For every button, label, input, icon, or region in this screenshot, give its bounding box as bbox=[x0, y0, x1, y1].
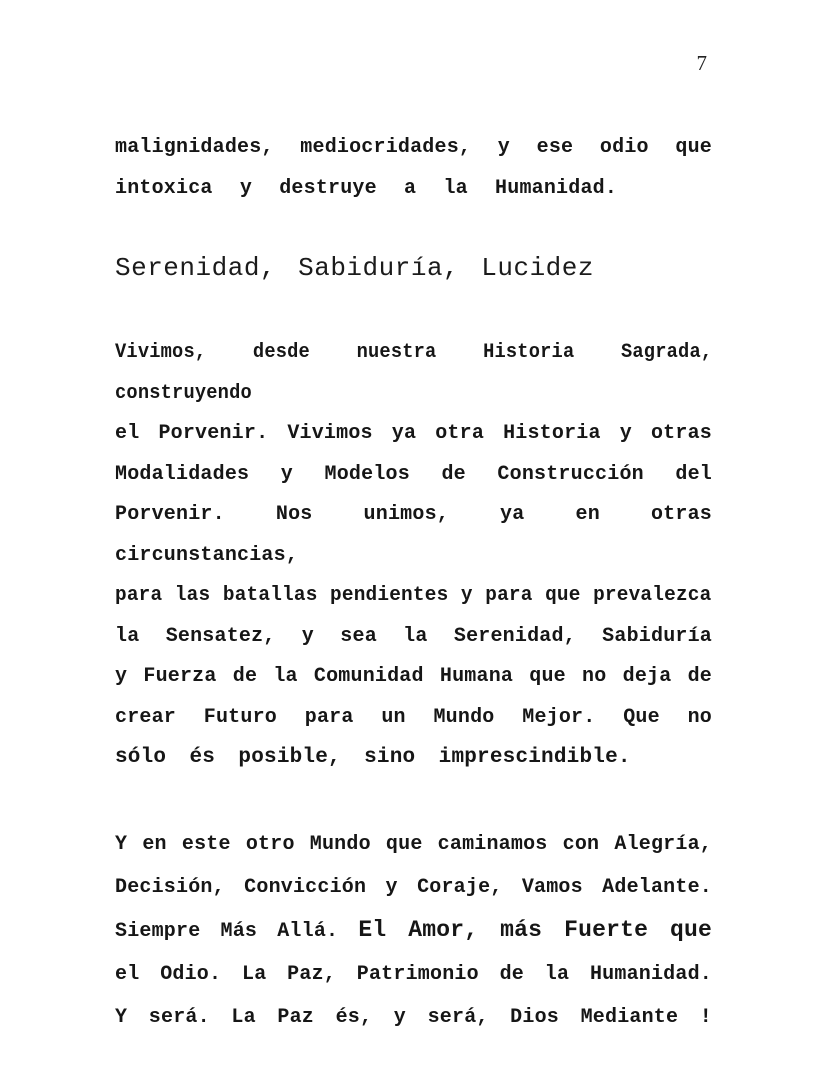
text-line: Vivimos, desde nuestra Historia Sagrada, construyendo bbox=[115, 341, 713, 405]
text-line: Modalidades y Modelos de Construcción del bbox=[115, 462, 712, 486]
text-line bbox=[115, 909, 712, 953]
paragraph-closing bbox=[115, 823, 712, 1039]
text-line: el Porvenir. Vivimos ya otra Historia y otras bbox=[115, 422, 712, 445]
text-segment: Siempre Más Allá. bbox=[115, 919, 359, 943]
text-line: el Odio. La Paz, Patrimonio de la Humanidad. bbox=[115, 962, 712, 986]
section-heading: Serenidad, Sabiduría, Lucidez bbox=[115, 253, 594, 283]
text-segment-emphasis: El Amor, más Fuerte que bbox=[358, 916, 712, 943]
page-number: 7 bbox=[696, 51, 707, 75]
text-line: Y en este otro Mundo que caminamos con Alegría, bbox=[115, 832, 712, 856]
text-line: para las batallas pendientes y para que prevalezca bbox=[115, 584, 712, 607]
text-line: crear Futuro para un Mundo Mejor. Que no bbox=[115, 705, 712, 729]
text-line: Y será. La Paz és, y será, Dios Mediante ! bbox=[115, 1005, 712, 1029]
text-line: Decisión, Convicción y Coraje, Vamos Adelante. bbox=[115, 875, 712, 899]
paragraph-opening bbox=[115, 128, 712, 209]
text-line: intoxica y destruye a la Humanidad. bbox=[115, 176, 618, 200]
text-line: la Sensatez, y sea la Serenidad, Sabiduría bbox=[115, 624, 712, 648]
text-line: Porvenir. Nos unimos, ya en otras circunstancias, bbox=[115, 503, 712, 567]
text-line: y Fuerza de la Comunidad Humana que no deja de bbox=[115, 665, 712, 688]
text-line: sólo és posible, sino imprescindible. bbox=[115, 746, 631, 769]
paragraph-serenidad bbox=[115, 333, 712, 779]
text-line: malignidades, mediocridades, y ese odio que bbox=[115, 136, 712, 159]
